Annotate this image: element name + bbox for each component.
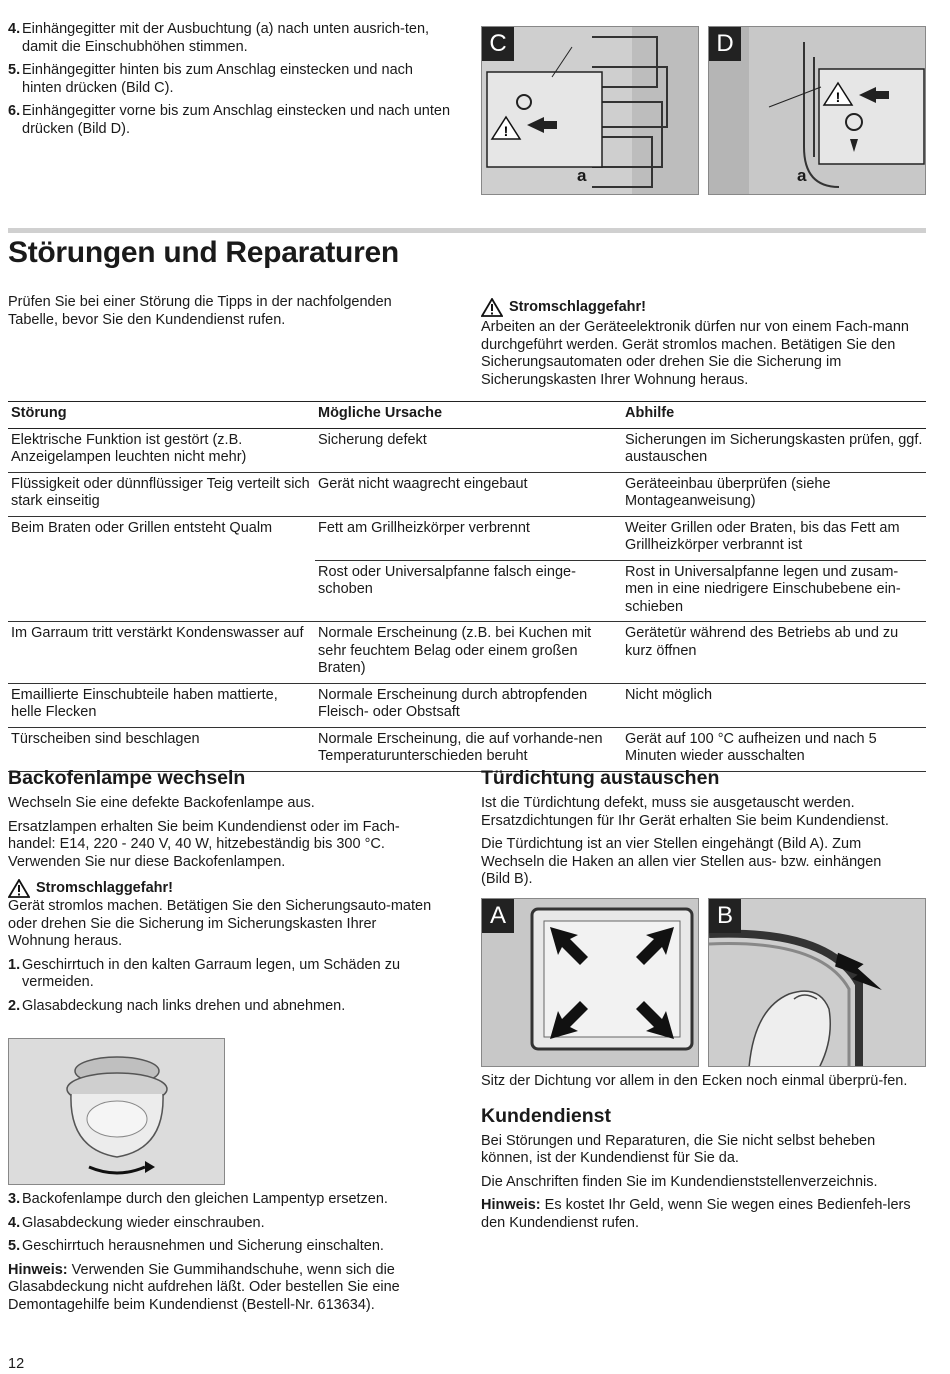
list-item: 3. Backofenlampe durch den gleichen Lampentyp ersetzen. (8, 1191, 388, 1207)
lamp-steps (8, 957, 453, 1016)
table-row (8, 727, 926, 771)
svg-text:!: ! (503, 123, 509, 139)
warning-triangle-icon (8, 879, 30, 898)
table-row (8, 428, 926, 472)
lamp-steps-continued (8, 1191, 453, 1320)
lamp-warning-text: Gerät stromlos machen. Betätigen Sie den Sicherungsauto-maten oder drehen Sie die Sicherung im Sicherungskasten Ihrer Wohnung heraus. (8, 898, 432, 949)
warning-text: Arbeiten an der Geräteelektronik dürfen nur von einem Fach-mann durchgeführt werden. Gerät stromlos machen. Betätigen Sie den Sicherungsautomaten oder drehen Sie die Sicherung im Sicherungskasten Ihrer Wohnung heraus. (481, 319, 909, 388)
figure-c-callout: a (577, 166, 587, 185)
figure-d-label: D (709, 27, 741, 61)
lamp-cover-illustration (9, 1039, 225, 1185)
table-cell: Sicherung defekt (315, 428, 622, 472)
table-cell (8, 560, 315, 622)
table-cell: Normale Erscheinung, die auf vorhande-nen Temperaturunterschieden beruht (315, 727, 622, 771)
table-cell: Weiter Grillen oder Braten, bis das Fett am Grillheizkörper verbrannt ist (622, 516, 926, 560)
table-cell: Normale Erscheinung (z.B. bei Kuchen mit sehr feuchtem Belag oder einem großen Braten) (315, 622, 622, 684)
service-note: Hinweis: Es kostet Ihr Geld, wenn Sie wegen eines Bedienfeh-lers den Kundendienst rufen. (481, 1197, 911, 1231)
seal-text: Ist die Türdichtung defekt, muss sie ausgetauscht werden. Ersatzdichtungen für Ihr Gerät erhalten Sie beim Kundendienst. (481, 795, 889, 829)
warning-triangle-icon (481, 298, 503, 317)
table-row (8, 560, 926, 622)
seal-caption: Sitz der Dichtung vor allem in den Ecken noch einmal überprü-fen. (481, 1073, 908, 1089)
table-cell: Flüssigkeit oder dünnflüssiger Teig verteilt sich stark einseitig (8, 472, 315, 516)
list-item: 1. Geschirrtuch in den kalten Garraum legen, um Schäden zu vermeiden. (8, 956, 401, 990)
column-header: Störung (8, 402, 315, 429)
lamp-warning-title: Stromschlaggefahr! (8, 879, 453, 898)
table-row (8, 516, 926, 560)
table-cell: Rost oder Universalpfanne falsch einge-schoben (315, 560, 622, 622)
table-cell: Beim Braten oder Grillen entsteht Qualm (11, 519, 273, 536)
table-cell: Geräteeinbau überprüfen (siehe Montageanweisung) (622, 472, 926, 516)
lamp-note: Hinweis: Verwenden Sie Gummihandschuhe, wenn sich die Glasabdeckung nicht aufdrehen läßt. Oder bestellen Sie eine Demontagehilfe beim Kundendienst (Bestell-Nr. 613634). (8, 1261, 400, 1313)
list-item: 6. Einhängegitter vorne bis zum Anschlag einstecken und nach unten drücken (Bild D). (8, 103, 451, 137)
service-section (481, 1073, 926, 1238)
table-cell: Nicht möglich (622, 683, 926, 727)
column-header: Abhilfe (622, 402, 926, 429)
section-divider (8, 228, 926, 233)
table-row (8, 472, 926, 516)
list-item: 2. Glasabdeckung nach links drehen und abnehmen. (8, 997, 346, 1014)
table-cell: Im Garraum tritt verstärkt Kondenswasser auf (8, 622, 315, 684)
seal-section (481, 767, 926, 895)
top-steps (8, 21, 453, 144)
table-cell: Rost in Universalpfanne legen und zusam-men in eine niedrigere Einschubebene ein-schieben (622, 560, 926, 622)
figure-a-label: A (482, 899, 514, 933)
figure-b-label: B (709, 899, 741, 933)
table-cell: Gerät nicht waagrecht eingebaut (315, 472, 622, 516)
table-cell: Sicherungen im Sicherungskasten prüfen, ggf. austauschen (622, 428, 926, 472)
intro-text: Prüfen Sie bei einer Störung die Tipps in der nachfolgenden Tabelle, bevor Sie den Kundendienst rufen. (8, 294, 392, 328)
figure-c-illustration (482, 27, 699, 195)
service-title: Kundendienst (481, 1104, 611, 1127)
figure-a-illustration (482, 899, 699, 1067)
figure-b-illustration (709, 899, 926, 1067)
page-number: 12 (8, 1356, 25, 1372)
figure-c (481, 26, 699, 195)
list-item: 5. Geschirrtuch herausnehmen und Sicherung einschalten. (8, 1238, 384, 1254)
figure-a (481, 898, 699, 1067)
list-item: 4. Glasabdeckung wieder einschrauben. (8, 1214, 265, 1231)
fault-table (8, 401, 926, 772)
column-header: Mögliche Ursache (315, 402, 622, 429)
service-text: Die Anschriften finden Sie im Kundendienststellenverzeichnis. (481, 1173, 878, 1190)
table-cell: Fett am Grillheizkörper verbrennt (315, 516, 622, 560)
table-row (8, 622, 926, 684)
figure-d (708, 26, 926, 195)
figure-c-label: C (482, 27, 514, 61)
lamp-steps (8, 1191, 453, 1256)
figure-d-callout: a (797, 166, 807, 185)
lamp-figure (8, 1038, 225, 1185)
list-item: 4. Einhängegitter mit der Ausbuchtung (a) nach unten ausrich-ten, damit die Einschubhöhen stimmen. (8, 21, 430, 55)
lamp-text: Ersatzlampen erhalten Sie beim Kundendienst oder im Fach-handel: E14, 220 - 240 V, 40 W, hitzebeständig bis 300 °C. Verwenden Sie nur diese Backofenlampen. (8, 818, 400, 870)
seal-text: Die Türdichtung ist an vier Stellen eingehängt (Bild A). Zum Wechseln die Haken an allen vier Stellen aus- bzw. einhängen (Bild B). (481, 836, 882, 887)
table-cell: Gerätetür während des Betriebs ab und zu kurz öffnen (622, 622, 926, 684)
table-cell: Gerät auf 100 °C aufheizen und nach 5 Minuten wieder ausschalten (622, 727, 926, 771)
list-item: 5. Einhängegitter hinten bis zum Anschlag einstecken und nach hinten drücken (Bild C). (8, 62, 413, 96)
svg-text:!: ! (835, 89, 841, 105)
table-cell: Elektrische Funktion ist gestört (z.B. Anzeigelampen leuchten nicht mehr) (8, 428, 315, 472)
table-header-row (8, 402, 926, 429)
figure-d-illustration (709, 27, 926, 195)
section-title: Störungen und Reparaturen (8, 236, 399, 269)
lamp-title: Backofenlampe wechseln (8, 767, 246, 789)
warning-electric-shock (481, 298, 926, 395)
seal-title: Türdichtung austauschen (481, 767, 720, 789)
table-cell: Türscheiben sind beschlagen (8, 727, 315, 771)
figure-b (708, 898, 926, 1067)
service-text: Bei Störungen und Reparaturen, die Sie nicht selbst beheben können, ist der Kundendienst für Sie da. (481, 1132, 876, 1166)
table-cell: Emaillierte Einschubteile haben mattierte, helle Flecken (8, 683, 315, 727)
table-row (8, 683, 926, 727)
lamp-text: Wechseln Sie eine defekte Backofenlampe aus. (8, 795, 315, 811)
warning-title: Stromschlaggefahr! (481, 298, 926, 317)
table-cell: Normale Erscheinung durch abtropfenden Fleisch- oder Obstsaft (315, 683, 622, 727)
lamp-section (8, 767, 453, 1021)
